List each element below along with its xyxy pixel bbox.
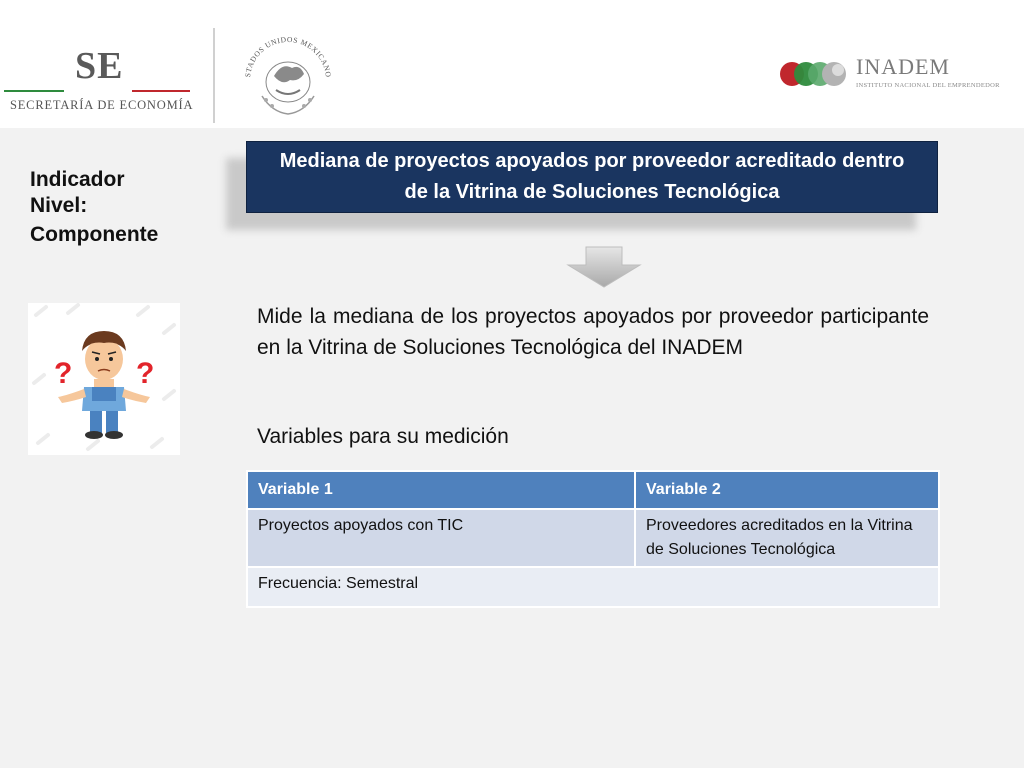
table-header-row: [247, 471, 939, 509]
variables-title: Variables para su medición: [257, 425, 509, 448]
confused-person-icon: [28, 303, 180, 455]
inadem-title: INADEM: [856, 54, 950, 79]
header: [0, 0, 1024, 128]
inadem-logo: [776, 52, 1006, 96]
se-logo-title: SE: [75, 45, 124, 87]
variable2-value: Proveedores acreditados en la Vitrina de Soluciones Tecnológica: [635, 509, 939, 567]
variable1-value: Proyectos apoyados con TIC: [247, 509, 635, 567]
mexico-seal-icon: [236, 24, 340, 124]
component-label: Componente: [30, 223, 159, 246]
indicator-label: Indicador: [30, 168, 125, 191]
indicator-title-box: [246, 141, 938, 213]
svg-text:?: ?: [136, 357, 155, 390]
variable1-header: Variable 1: [247, 471, 635, 509]
table-row: [247, 509, 939, 567]
se-stripe-green: [4, 90, 64, 92]
se-logo-subtitle: SECRETARÍA DE ECONOMÍA: [10, 98, 194, 112]
level-label: Nivel:: [30, 194, 88, 217]
indicator-description: Mide la mediana de los proyectos apoyados por proveedor participante en la Vitrina de Soluciones Tecnológica del INADEM: [257, 305, 929, 359]
table-row: [247, 567, 939, 607]
frequency-cell: Frecuencia: Semestral: [247, 567, 939, 607]
inadem-circles-icon: [776, 52, 856, 96]
inadem-subtitle: INSTITUTO NACIONAL DEL EMPRENDEDOR: [856, 82, 1000, 89]
variables-table: [246, 470, 940, 608]
se-logo: [0, 40, 200, 120]
se-stripe-red: [132, 90, 190, 92]
seal-text: STADOS UNIDOS MEXICANO: [243, 34, 333, 79]
svg-text:?: ?: [54, 357, 73, 390]
header-divider: [213, 28, 215, 123]
variable2-header: Variable 2: [635, 471, 939, 509]
indicator-title: Mediana de proyectos apoyados por proveedor acreditado dentro de la Vitrina de Soluciones Tecnológica: [279, 150, 905, 203]
indicator-level-label: [30, 167, 158, 248]
down-arrow-icon: [566, 245, 642, 289]
